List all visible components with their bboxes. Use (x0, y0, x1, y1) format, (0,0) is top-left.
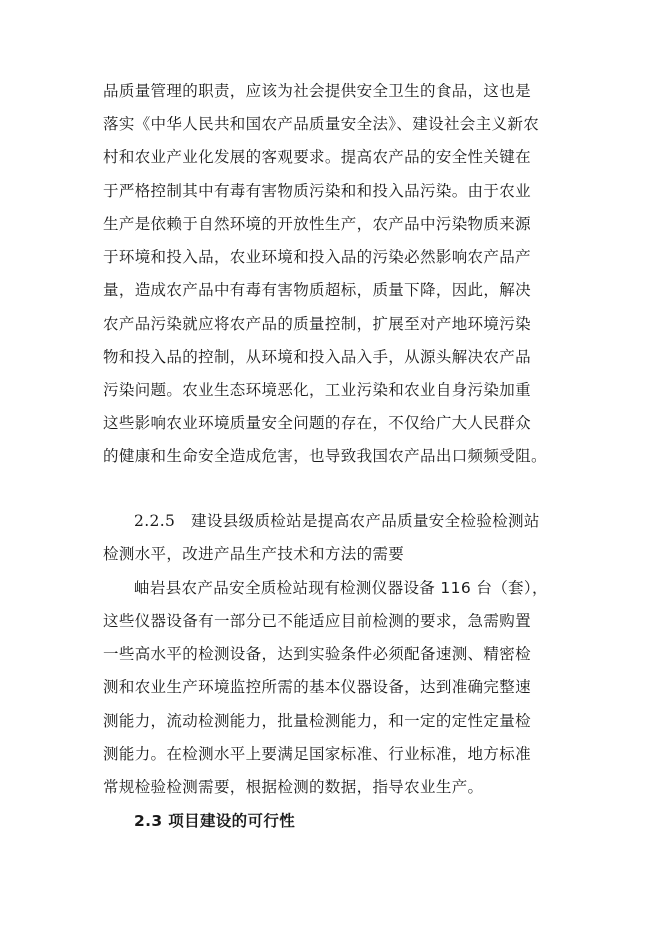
section-2-2-5-line-5: 测能力，流动检测能力，批量检测能力，和一定的定性定量检 (103, 712, 531, 730)
section-2-2-5-heading-line-1: 2.2.5 建设县级质检站是提高农产品质量安全检验检测站 (134, 512, 540, 530)
paragraph-1-line-5: 生产是依赖于自然环境的开放性生产，农产品中污染物质来源 (103, 215, 531, 233)
paragraph-1-line-1: 品质量管理的职责，应该为社会提供安全卫生的食品，这也是 (103, 82, 531, 100)
paragraph-1-line-2: 落实《中华人民共和国农产品质量安全法》、建设社会主义新农 (103, 115, 540, 133)
section-2-2-5-line-2: 这些仪器设备有一部分已不能适应目前检测的要求，急需购置 (103, 612, 531, 630)
section-2-3-heading: 2.3 项目建设的可行性 (134, 812, 296, 830)
section-2-2-5-line-4: 测和农业生产环境监控所需的基本仪器设备，达到准确完整速 (103, 678, 531, 696)
paragraph-1-line-3: 村和农业产业化发展的客观要求。提高农产品的安全性关键在 (103, 148, 531, 166)
section-2-2-5-line-7: 常规检验检测需要，根据检测的数据，指导农业生产。 (103, 778, 484, 796)
paragraph-1-line-8: 农产品污染就应将农产品的质量控制，扩展至对产地环境污染 (103, 315, 531, 333)
paragraph-1-line-7: 量，造成农产品中有毒有害物质超标，质量下降，因此，解决 (103, 281, 531, 299)
paragraph-1-line-6: 于环境和投入品，农业环境和投入品的污染必然影响农产品产 (103, 248, 531, 266)
paragraph-1-line-9: 物和投入品的控制，从环境和投入品入手，从源头解决农产品 (103, 348, 531, 366)
section-2-2-5-line-3: 一些高水平的检测设备，达到实验条件必须配备速测、精密检 (103, 645, 531, 663)
paragraph-1-line-4: 于严格控制其中有毒有害物质污染和和投入品污染。由于农业 (103, 182, 531, 200)
section-2-2-5-heading-line-2: 检测水平，改进产品生产技术和方法的需要 (103, 545, 405, 563)
paragraph-1-line-10: 污染问题。农业生态环境恶化，工业污染和农业自身污染加重 (103, 381, 531, 399)
paragraph-1-line-11: 这些影响农业环境质量安全问题的存在，不仅给广大人民群众 (103, 414, 531, 432)
section-2-2-5-line-6: 测能力。在检测水平上要满足国家标准、行业标准，地方标准 (103, 745, 531, 763)
paragraph-1-line-12: 的健康和生命安全造成危害，也导致我国农产品出口频频受阻。 (103, 447, 547, 465)
section-2-2-5-line-1: 岫岩县农产品安全质检站现有检测仪器设备 116 台（套）， (134, 579, 548, 597)
